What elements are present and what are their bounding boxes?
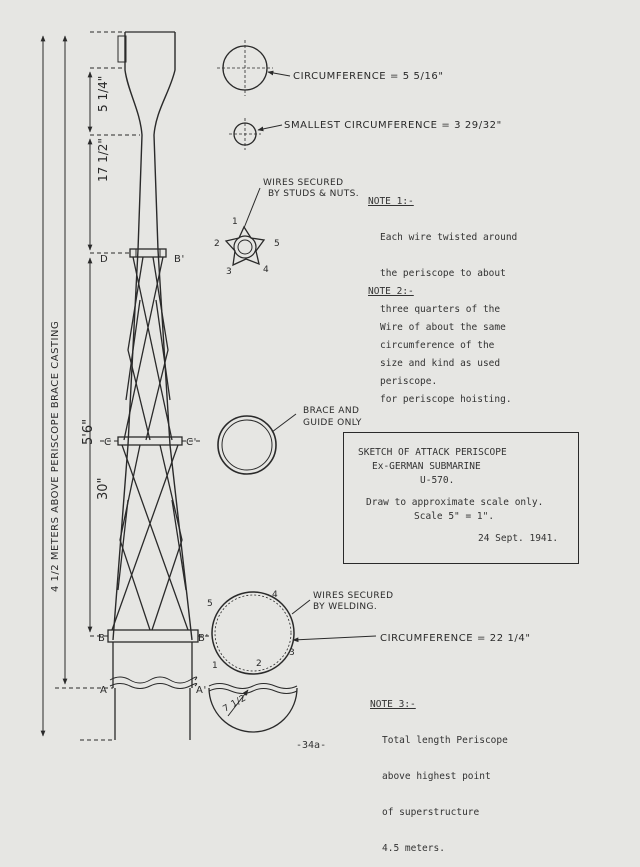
bottom-measure-label: 7 1/2": [221, 691, 253, 715]
section-d-right: B': [174, 254, 185, 265]
section-c-left: C: [104, 437, 112, 448]
note-1-line: circumference of the: [380, 340, 495, 351]
wires-studs-label-line2: BY STUDS & NUTS.: [268, 189, 360, 199]
circumference-top-label: CIRCUMFERENCE = 5 5/16": [293, 71, 444, 82]
top-section-dimension: 5 1/4": [96, 75, 110, 112]
section-c-right: C': [186, 437, 197, 448]
section-b-right: B': [198, 633, 209, 644]
title-date: 24 Sept. 1941.: [478, 533, 559, 544]
note-1-line: Each wire twisted around: [380, 232, 518, 243]
stud-number-5: 5: [274, 239, 281, 249]
stud-number-2: 2: [214, 239, 221, 249]
weld-number-1: 1: [212, 661, 219, 671]
title-line-5: Scale 5" = 1".: [414, 511, 495, 522]
weld-number-3: 3: [289, 648, 296, 658]
smallest-circumference-label: SMALLEST CIRCUMFERENCE = 3 29/32": [284, 120, 502, 131]
page-number: -34a-: [296, 740, 327, 751]
smallest-cross-section: [229, 118, 282, 150]
note-1-line: the periscope to about: [380, 268, 506, 279]
lower-section-dimension: 30": [96, 477, 111, 500]
stud-number-1: 1: [232, 217, 239, 227]
note-2-line: Wire of about the same: [380, 322, 506, 333]
note-3-title: NOTE 3:-: [370, 699, 416, 710]
section-a-right: A': [196, 685, 207, 696]
note-2-title: NOTE 2:-: [368, 286, 414, 297]
title-block: [343, 432, 579, 564]
section-b-left: B: [98, 633, 106, 644]
note-1-line: three quarters of the: [380, 304, 501, 315]
wires-welding-label-line1: WIRES SECURED: [313, 591, 394, 601]
title-line-4: Draw to approximate scale only.: [366, 497, 544, 508]
note-3-line: 4.5 meters.: [382, 843, 445, 854]
note-3-line: above highest point: [382, 771, 491, 782]
top-cross-section: [217, 40, 290, 96]
twisted-wires: [112, 257, 188, 630]
wires-studs-label-line1: WIRES SECURED: [263, 178, 344, 188]
section-d-left: D: [100, 254, 109, 265]
note-3-line: of superstructure: [382, 807, 480, 818]
wires-welding-label-line2: BY WELDING.: [313, 602, 378, 612]
title-line-1: SKETCH OF ATTACK PERISCOPE: [358, 447, 507, 458]
weld-number-2: 2: [256, 659, 263, 669]
note-2: [368, 262, 512, 418]
note-1-line: periscope.: [380, 376, 438, 387]
brace-guide-label-line1: BRACE AND: [303, 406, 360, 416]
circumference-bottom-label: CIRCUMFERENCE = 22 1/4": [380, 633, 531, 644]
brace-guide-label-line2: GUIDE ONLY: [303, 418, 362, 428]
overall-inches-label: 5'6": [81, 418, 96, 445]
section-a-left: A: [100, 685, 108, 696]
note-1-title: NOTE 1:-: [368, 196, 414, 207]
stud-number-4: 4: [263, 265, 270, 275]
title-line-3: U-570.: [420, 475, 455, 486]
note-3-line: Total length Periscope: [382, 735, 508, 746]
overall-dimension-label: 4 1/2 METERS ABOVE PERISCOPE BRACE CASTING: [50, 320, 61, 592]
weld-number-4: 4: [272, 590, 279, 600]
note-2-line: size and kind as used: [380, 358, 501, 369]
middle-section-dimension: 17 1/2": [96, 138, 110, 182]
section-lines: [55, 32, 210, 740]
note-3: [370, 675, 508, 867]
brace-cross-section: [218, 414, 296, 474]
title-line-2: Ex-GERMAN SUBMARINE: [372, 461, 481, 472]
periscope-tube: [108, 32, 198, 740]
weld-number-5: 5: [207, 599, 214, 609]
stud-number-3: 3: [226, 267, 233, 277]
note-2-line: for periscope hoisting.: [380, 394, 512, 405]
